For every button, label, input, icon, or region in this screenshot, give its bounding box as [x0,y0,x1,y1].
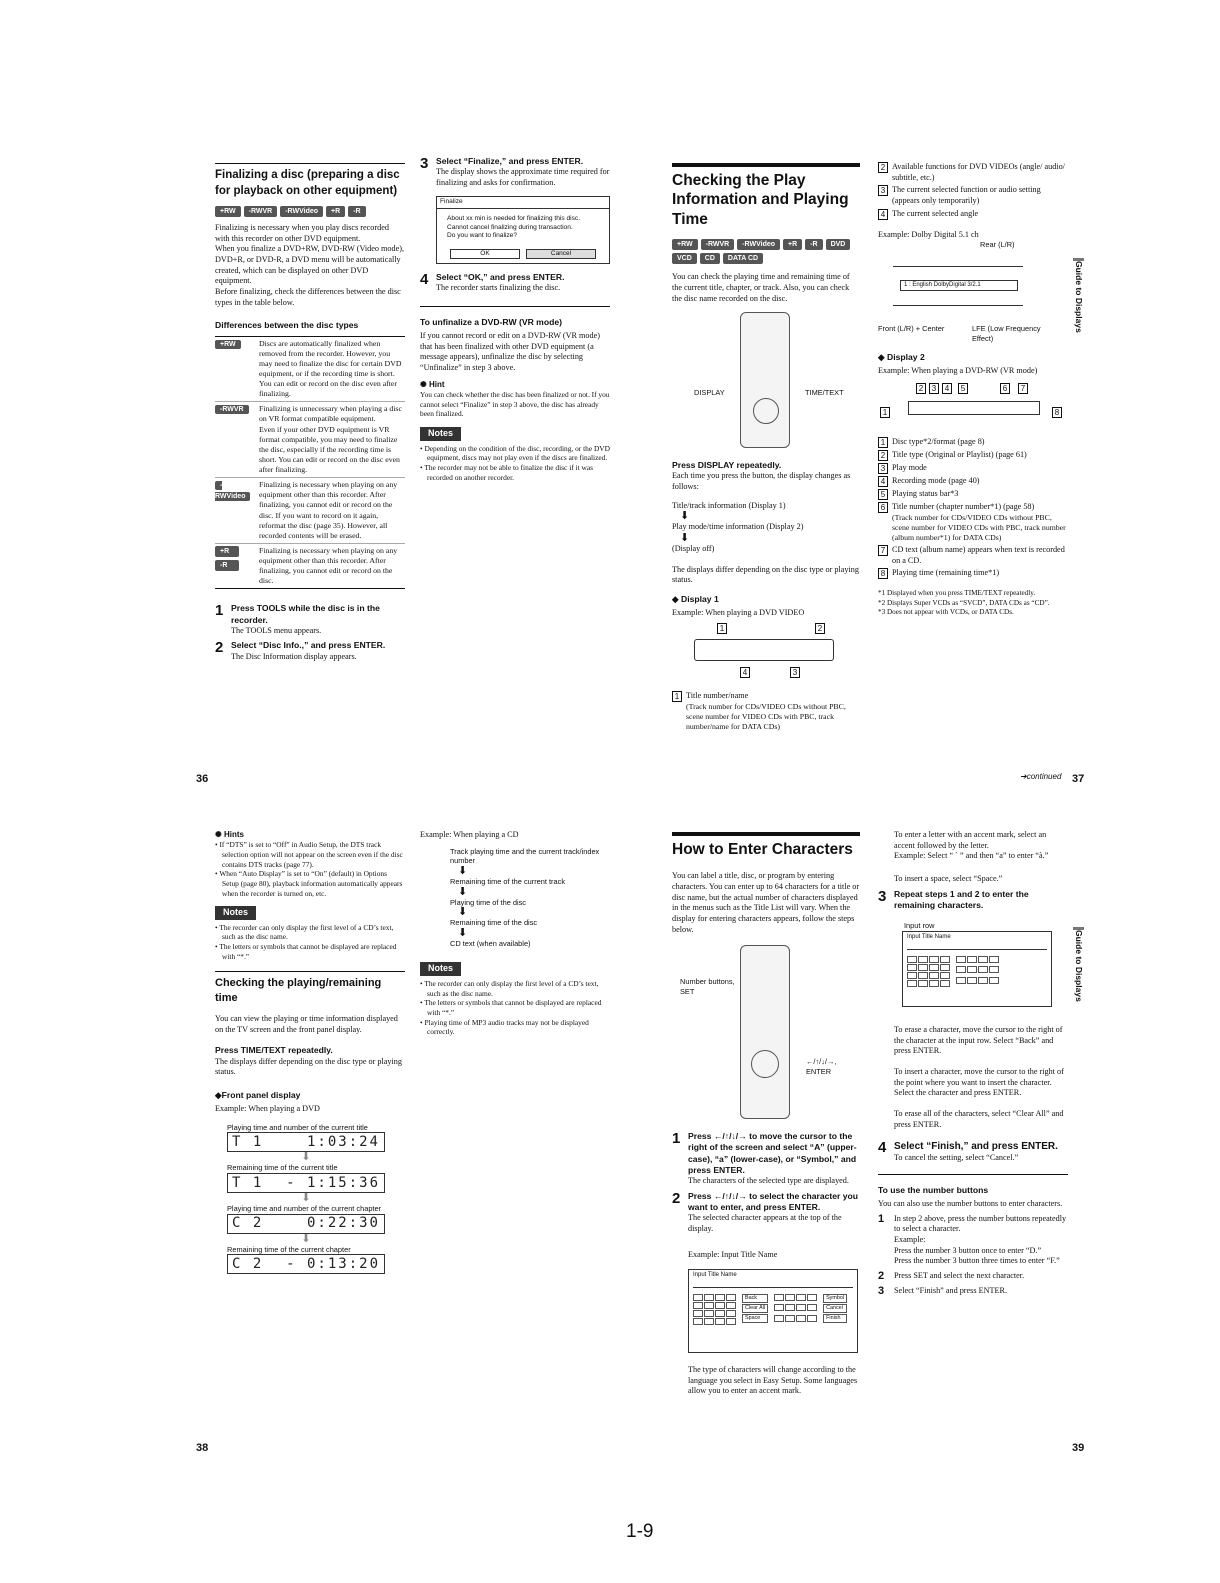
flow-step: Remaining time of the current track [450,876,566,886]
display2-screen [908,401,1040,415]
badge: DVD [826,239,851,250]
lcd-caption: Playing time and number of the current chapter [227,1203,382,1213]
lcd-display: T 1 - 1:15:36 [227,1173,385,1193]
badge: -RWVR [701,239,735,250]
notes-label: Notes [420,427,461,441]
step-title: Repeat steps 1 and 2 to enter the remaining characters. [894,888,1029,910]
front-panel-heading: ◆Front panel display [215,1089,301,1100]
lcd-display: T 1 1:03:24 [227,1132,385,1152]
hints-heading: ✺ Hints [215,830,244,839]
list-item: 1 Title number/name (Track number for CDs/VIDEO CDs without PBC, scene number for VIDEO CDs with PBC, track number/name for DATA CDs) [672,691,860,732]
step-3: 3 Repeat steps 1 and 2 to enter the remaining characters. [878,889,1068,911]
step-title: Select “Finalize,” and press ENTER. [436,156,584,166]
number-buttons-heading: To use the number buttons [878,1174,1068,1196]
screen-title: Input Title Name [693,1271,737,1278]
list-item: 2 Title type (Original or Playlist) (page 61) [878,450,1068,461]
lightbulb-icon: ✺ [420,379,427,389]
hint-text: You can check whether the disc has been finalized or not. If you cannot select “Finalize” in step 3 above, the disc has already been finalized. [420,390,610,419]
step-1: 1 Press TOOLS while the disc is in the recorder. The TOOLS menu appears. [215,603,405,636]
flow-step: Playing time of the disc [450,897,526,907]
erase-text: To erase a character, move the cursor to the right of the character at the input row. Select “Back” and press ENTER. [894,1024,1063,1056]
list-item: 8 Playing time (remaining time*1) [878,568,1068,579]
lcd-display: C 2 0:22:30 [227,1214,385,1234]
p37-right-column [878,160,1068,618]
list-item: 2 Available functions for DVD VIDEOs (angle/ audio/ subtitle, etc.) [878,162,1068,183]
display2-figure [878,381,1068,429]
badge: -R [215,560,239,571]
input-title-screen [688,1269,858,1353]
p36-left-column [215,163,405,662]
table-cell: Finalizing is unnecessary when playing a disc on VR format compatible equipment. Even if your other DVD equipment is VR format compatible, you may need to finalize the disc, especially if the recording time is short. You can edit or record on the disc even after finalizing. [259,404,402,475]
flow-step: (Display off) [672,544,715,554]
dialog-cancel-button: Cancel [526,249,596,259]
step-1: 1 Press ←/↑/↓/→ to move the cursor to the right of the screen and select “A” (upper-case), “a” (lower-case), or “Symbol,” and press ENTER. The characters of the selected type are displayed. [672,1131,860,1186]
p37-intro: You can check the playing time and remaining time of the current title, chapter, or track. Also, you can check the disc name recorded on the disc. [672,272,850,303]
step-title: Press TOOLS while the disc is in the recorder. [231,603,380,625]
callout-2: 2 [815,623,825,634]
step-2: 2 Press ←/↑/↓/→ to select the character you want to enter, and press ENTER. The selected character appears at the top of the display. [672,1189,859,1233]
side-tab: Guide to Displays [1073,927,1084,1017]
language-note: The type of characters will change according to the language you select in Easy Setup. Some languages allow you to enter an accent mark. [688,1364,858,1396]
badge: -RWVR [244,206,278,217]
display1-example: Example: When playing a DVD VIDEO [672,608,805,618]
footnote: *1 Displayed when you press TIME/TEXT repeatedly. [878,589,1036,598]
table-cell: Finalizing is necessary when playing on any equipment other than this recorder. After finalizing, you cannot edit or record on the disc. [259,545,398,586]
accent-text: To enter a letter with an accent mark, select an accent followed by the letter. Example: Select “ ` ” and then “a” to enter “à.” [894,830,1049,861]
space-key: Space [742,1314,768,1323]
badge: -R [348,206,365,217]
display2-list [878,437,1068,579]
flow-step: Title/track information (Display 1) [672,500,786,510]
front-panel-figure [227,1123,385,1275]
arrow-down-icon: ⬇ [301,1232,311,1245]
erase-all-text: To erase all of the characters, select “Clear All” and press ENTER. [894,1108,1064,1129]
footnote: *3 Does not appear with VCDs, or DATA CDs. [878,608,1014,617]
badge: +R [215,546,239,557]
remote-control-illustration [740,945,790,1119]
badge: -RWVideo [280,206,323,217]
arrow-down-icon: ⬇ [458,926,468,939]
badge: -RWVR [215,405,249,414]
space-text: To insert a space, select “Space.” [894,873,1003,883]
step-text: The Disc Information display appears. [231,651,357,661]
p39-example: Example: Input Title Name [688,1250,778,1260]
continued-marker: ➔continued [1020,772,1062,781]
page-number: 38 [196,1442,209,1454]
p37-badges [672,239,860,264]
unfinalize-text: If you cannot record or edit on a DVD-RW (VR mode) that has been finalized with other DVD equipment (a message appears), unfinalize the disc by selecting “Unfinalize” in step 3 above. [420,331,600,373]
input-row-label: Input row [904,920,935,930]
p36-right-column [420,156,610,482]
arrow-down-icon: ⬇ [458,906,468,919]
step-text: To cancel the setting, select “Cancel.” [894,1153,1019,1163]
note-item: • Depending on the condition of the disc, recording, or the DVD equipment, discs may not play even if the discs are finalized. [420,443,610,463]
display1-figure [672,623,860,685]
symbol-key: Symbol [823,1294,847,1303]
callout-1: 1 [717,623,727,634]
audio-setting-screen: 1 : English DolbyDigital 3/2.1 [900,280,1018,291]
hint-heading: ✺ Hint [420,379,445,389]
callout-3: 3 [790,667,800,678]
p39-right-column [878,830,1068,1297]
p37-press: Press DISPLAY repeatedly. [672,460,782,471]
step-title: Select “Disc Info.,” and press ENTER. [231,640,386,651]
display1-heading: ◆ Display 1 [672,594,719,605]
callout-5: 5 [958,383,968,394]
step-title: Press ←/↑/↓/→ to select the character you want to enter, and press ENTER. [688,1190,859,1212]
badge: +RW [215,340,241,349]
badge: DATA CD [723,253,763,264]
flow-step: CD text (when available) [450,938,531,948]
arrow-down-icon: ⬇ [458,864,468,877]
step-text: The recorder starts finalizing the disc. [436,283,561,293]
note-item: • The letters or symbols that cannot be displayed are replaced with “*.” [215,942,397,961]
callout-4: 4 [942,383,952,394]
p38-press-sub: The displays differ depending on the disc type or playing status. [215,1056,402,1077]
table-row [215,544,405,589]
lightbulb-icon: ✺ [215,830,222,839]
lcd-caption: Playing time and number of the current title [227,1122,368,1132]
p37-title: Checking the Play Information and Playing Time [672,163,860,229]
footnotes [878,589,1068,617]
list-item: 1 In step 2 above, press the number buttons repeatedly to select a character. Example: Press the number 3 button once to enter “D.” Press the number 3 button three times to enter “F.” [878,1212,1067,1266]
callout-4: 4 [740,667,750,678]
display1-screen [694,639,834,661]
p38-intro: You can view the playing or time information displayed on the TV screen and the front panel display. [215,1014,398,1034]
back-key: Back [742,1294,768,1303]
cd-flow [450,847,610,949]
page-number: 39 [1072,1442,1085,1454]
note-item: • The recorder can only display the first level of a CD’s text, such as the disc name. [420,979,599,998]
badge: +R [326,206,345,217]
list-item: 1 Disc type*2/format (page 8) [878,437,1068,448]
badge: +RW [672,239,698,250]
table-row [215,402,405,478]
arrow-down-icon: ⬇ [680,532,690,545]
insert-text: To insert a character, move the cursor to the right of the point where you want to insert the character. Select the character and press ENTER. [894,1066,1064,1098]
cd-example: Example: When playing a CD [420,830,519,839]
lfe-label: LFE (Low Frequency Effect) [972,324,1041,343]
step-text: The display shows the approximate time required for finalizing and asks for confirmation. [436,167,610,187]
rear-label: Rear (L/R) [980,240,1015,250]
p36-intro: Finalizing is necessary when you play discs recorded with this recorder on other DVD equipment. When you finalize a DVD+RW, DVD-RW (Video mode), DVD+R, or DVD-R, a DVD menu will be automatically created, which can be displayed on other DVD equipment. Before finalizing, check the differences between the disc types in the table below. [215,223,404,307]
remote-control-illustration [740,312,790,448]
table-row [215,478,405,544]
number-buttons-text: You can also use the number buttons to enter characters. [878,1199,1063,1209]
arrow-down-icon: ⬇ [458,885,468,898]
step-3: 3 Select “Finalize,” and press ENTER. The display shows the approximate time required for finalizing and asks for confirmation. [420,155,610,187]
list-item: 6 Title number (chapter number*1) (page 58) (Track number for CDs/VIDEO CDs without PBC, scene number for VIDEO CDs with PBC, track number (album number*1) for DATA CDs) [878,502,1068,543]
side-tab: Guide to Displays [1073,258,1084,348]
footnote: *2 Displays Super VCDs as “SVCD”, DATA CDs as “CD”. [878,598,1050,607]
lcd-display: C 2 - 0:13:20 [227,1254,385,1274]
p39-left-column [672,832,860,1397]
display-flow [672,501,860,555]
remote-figure [672,312,860,452]
dolby-example: Example: Dolby Digital 5.1 ch [878,229,979,239]
screen-title: Input Title Name [907,933,951,940]
page-number: 37 [1072,773,1085,785]
dialog-body: About xx min is needed for finalizing this disc. Cannot cancel finalizing during transaction. Do you want to finalize? [447,215,581,240]
clear-all-key: Clear All [742,1304,768,1313]
step-text: The characters of the selected type are displayed. [688,1176,849,1185]
note-item: • Playing time of MP3 audio tracks may not be displayed correctly. [420,1017,589,1037]
note-item: • The recorder can only display the first level of a CD’s text, such as the disc name. [215,922,394,942]
sheet-footer: 1-9 [626,1521,654,1542]
lcd-caption: Remaining time of the current chapter [227,1244,351,1254]
step-title: Select “OK,” and press ENTER. [436,272,565,283]
p38-left-column [215,830,405,1274]
badge: CD [700,253,720,264]
table-cell: Discs are automatically finalized when removed from the recorder. However, you may need to finalize the disc for certain DVD equipment, or if the recording time is short. You can edit or record on the disc even after finalizing. [259,338,402,399]
list-item: 5 Playing status bar*3 [878,489,1068,500]
badge: +R [783,239,802,250]
display-button-label: DISPLAY [694,388,725,398]
list-item: 3 The current selected function or audio setting (appears only temporarily) [878,185,1068,206]
callout-6: 6 [1000,383,1010,394]
list-item: 3 Play mode [878,463,1068,474]
step-4: 4 Select “Finish,” and press ENTER. To cancel the setting, select “Cancel.” [878,1139,1058,1163]
arrow-down-icon: ⬇ [301,1191,311,1204]
flow-step: Track playing time and the current track/index number [450,846,600,866]
dolby-figure [878,240,1068,344]
display2-example: Example: When playing a DVD-RW (VR mode) [878,366,1038,376]
remote-figure [672,945,860,1123]
notes-label: Notes [420,962,461,976]
callout-8: 8 [1052,407,1062,418]
hint-item: • If “DTS” is set to “Off” in Audio Setup, the DTS track selection option will not appear on the screen even if the disc contains DTS tracks (page 77). [215,840,403,869]
diff-heading: Differences between the disc types [215,320,359,331]
arrow-down-icon: ⬇ [301,1151,311,1164]
badge: +RW [215,206,241,217]
p37-differ: The displays differ depending on the disc type or playing status. [672,564,859,585]
disc-type-table [215,336,405,590]
flow-step: Remaining time of the disc [450,918,538,928]
step-text: The selected character appears at the top of the display. [688,1213,842,1233]
unfinalize-heading: To unfinalize a DVD-RW (VR mode) [420,306,610,328]
callout-1: 1 [880,407,890,418]
table-row [215,337,405,403]
number-buttons-label: Number buttons, SET [680,977,735,996]
flow-step: Play mode/time information (Display 2) [672,522,804,532]
list-item: 3 Select “Finish” and press ENTER. [878,1284,1008,1297]
finalize-dialog [436,196,610,264]
list-item: 2 Press SET and select the next character. [878,1269,1025,1282]
list-item: 4 Recording mode (page 40) [878,476,1068,487]
p36-title: Finalizing a disc (preparing a disc for playback on other equipment) [215,163,405,199]
timetext-button-label: TIME/TEXT [805,388,844,398]
list-item: 4 The current selected angle [878,209,1068,220]
step-text: The TOOLS menu appears. [231,625,322,635]
callout-2: 2 [916,383,926,394]
finish-key: Finish [823,1314,847,1323]
enter-button-label: ←/↑/↓/→, ENTER [806,1057,837,1076]
hint-item: • When “Auto Display” is set to “On” (default) in Options Setup (page 80), playback information automatically appears when the recorder is turned on, etc. [215,869,403,898]
page-number: 36 [196,773,209,785]
cancel-key: Cancel [823,1304,847,1313]
front-panel-example: Example: When playing a DVD [215,1103,320,1113]
callout-3: 3 [929,383,939,394]
display2-heading: ◆ Display 2 [878,352,925,363]
arrow-right-icon: ➔ [1020,772,1027,781]
step-2: 2 Select “Disc Info.,” and press ENTER. The Disc Information display appears. [215,639,386,661]
table-cell: Finalizing is necessary when playing on any equipment other than this recorder. After finalizing, you cannot edit or record on the disc. If you want to record on it again, reformat the disc (page 35). However, all recorded contents will be erased. [259,480,398,540]
step-title: Press ←/↑/↓/→ to move the cursor to the right of the screen and select “A” (upper-case), “a” (lower-case), or “Symbol,” and press ENTER. [688,1131,857,1175]
dialog-title: Finalize [437,197,609,209]
badge: VCD [672,253,697,264]
p38-right-column [420,830,610,1037]
character-keyboard [693,1294,853,1325]
p37-left-column [672,163,860,734]
note-item: • The letters or symbols that cannot be displayed are replaced with “*.” [420,998,602,1017]
callout-7: 7 [1018,383,1028,394]
list-item: 7 CD text (album name) appears when text is recorded on a CD. [878,545,1068,566]
input-title-screen [902,931,1052,1007]
input-row-figure [894,921,1068,1011]
step-4: 4 Select “OK,” and press ENTER. The recorder starts finalizing the disc. [420,271,565,293]
note-item: • The recorder may not be able to finalize the disc if it was recorded on another recorder. [420,463,593,482]
front-label: Front (L/R) + Center [878,324,945,334]
badge: -R [805,239,822,250]
badge: -RWVideo [215,481,250,501]
p36-badges [215,206,405,217]
p39-title: How to Enter Characters [672,832,860,859]
badge: -RWVideo [737,239,780,250]
p38-press: Press TIME/TEXT repeatedly. [215,1045,333,1056]
dialog-ok-button: OK [450,249,520,259]
p38-title: Checking the playing/remaining time [215,971,405,1006]
notes-label: Notes [215,906,256,920]
p37-press-sub: Each time you press the button, the display changes as follows: [672,471,851,492]
character-keyboard [907,956,1047,987]
lcd-caption: Remaining time of the current title [227,1163,338,1173]
arrow-down-icon: ⬇ [680,510,690,523]
p39-intro: You can label a title, disc, or program by entering characters. You can enter up to 64 characters for a title or disc name, but the actual number of characters displayed in the menus such as the Title List will vary. When the display for entering characters appears, follow the steps below. [672,871,860,934]
step-title: Select “Finish,” and press ENTER. [894,1141,1058,1153]
